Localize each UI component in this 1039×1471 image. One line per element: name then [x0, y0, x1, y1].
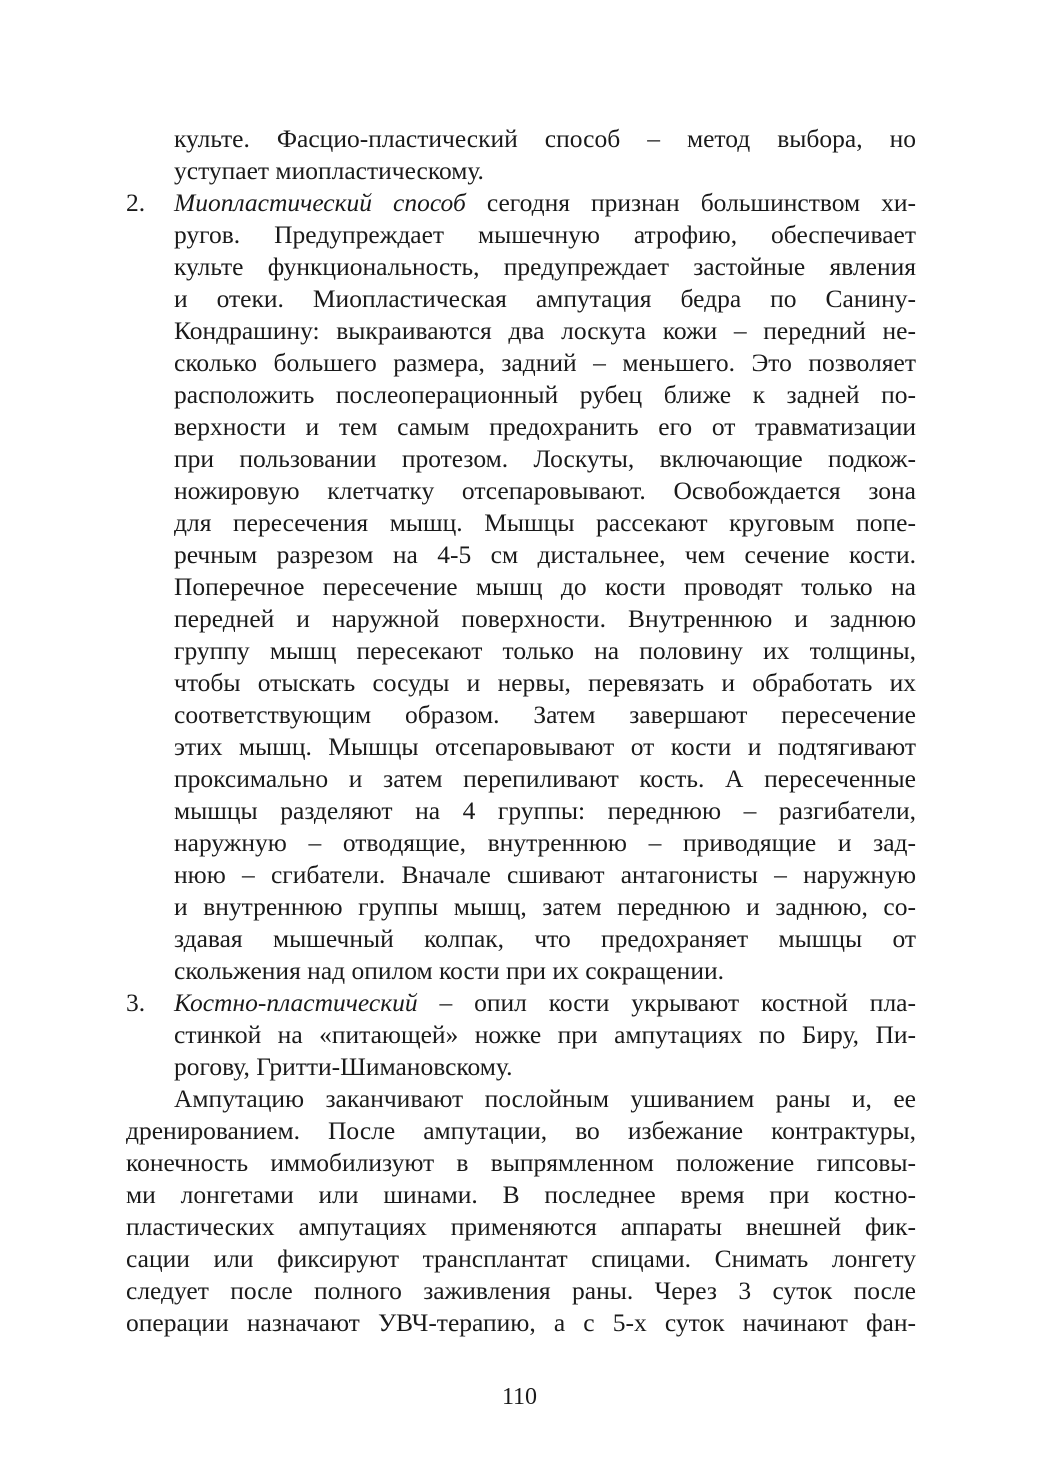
text-line: ножировую клетчатку отсепаровывают. Освобождается зона [174, 476, 916, 505]
text-line: при пользовании протезом. Лоскуты, включающие подкож- [174, 444, 916, 473]
page-number: 110 [501, 1384, 538, 1410]
text-line: расположить послеоперационный рубец ближе к задней по- [174, 380, 916, 409]
text-line: сации или фиксируют трансплантат спицами. Снимать лонгету [126, 1244, 916, 1273]
text-line: проксимально и затем перепиливают кость. А пересеченные [174, 764, 916, 793]
text-line: Поперечное пересечение мышц до кости проводят только на [174, 572, 916, 601]
text-line: стинкой на «питающей» ножке при ампутациях по Биру, Пи- [174, 1020, 916, 1049]
text-line: следует после полного заживления раны. Через 3 суток после [126, 1276, 916, 1305]
list-item-lead [174, 187, 916, 219]
text-line: сколько большего размера, задний – меньшего. Это позволяет [174, 348, 916, 377]
text-line: передней и наружной поверхности. Внутреннюю и заднюю [174, 604, 916, 633]
text-line: скольжения над опилом кости при их сокращении. [174, 956, 724, 985]
list-item-title: Костно-пластический [174, 988, 418, 1017]
text-line: и внутреннюю группы мышц, затем переднюю и заднюю, со- [174, 892, 916, 921]
text-line: культе. Фасцио-пластический способ – метод выбора, но [174, 124, 916, 153]
paragraph [126, 1083, 916, 1339]
text-fragment: – опил кости укрывают костной пла- [417, 988, 916, 1017]
list-item-title: Миопластический способ [174, 188, 466, 217]
text-line: мышцы разделяют на 4 группы: переднюю – разгибатели, [174, 796, 916, 825]
text-line: операции назначают УВЧ-терапию, а с 5-х суток начинают фан- [126, 1308, 916, 1337]
text-line: верхности и тем самым предохранить его от травматизации [174, 412, 916, 441]
page-body [126, 123, 916, 1339]
text-line: рогову, Гритти-Шимановскому. [174, 1052, 513, 1081]
list-item-3 [126, 987, 916, 1083]
text-line: уступает миопластическому. [174, 156, 484, 185]
list-number: 3. [126, 988, 146, 1017]
list-item-first-line [126, 987, 916, 1019]
text-line: дренированием. После ампутации, во избежание контрактуры, [126, 1116, 916, 1145]
text-line: здавая мышечный колпак, что предохраняет мышцы от [174, 924, 916, 953]
text-line: для пересечения мышц. Мышцы рассекают круговым попе- [174, 508, 916, 537]
text-line: ми лонгетами или шинами. В последнее время при костно- [126, 1180, 916, 1209]
text-fragment: сегодня признан большинством хи- [465, 188, 917, 217]
text-line: соответствующим образом. Затем завершают пересечение [174, 700, 916, 729]
text-line: чтобы отыскать сосуды и нервы, перевязать и обработать их [174, 668, 916, 697]
text-line: речным разрезом на 4-5 см дистальнее, чем сечение кости. [174, 540, 916, 569]
list-item-2 [126, 187, 916, 987]
text-line: наружную – отводящие, внутреннюю – приводящие и зад- [174, 828, 916, 857]
text-line: культе функциональность, предупреждает застойные явления [174, 252, 916, 281]
text-line: группу мышц пересекают только на половину их толщины, [174, 636, 916, 665]
text-line: нюю – сгибатели. Вначале сшивают антагонисты – наружную [174, 860, 916, 889]
text-line: Ампутацию заканчивают послойным ушиванием раны и, ее [174, 1084, 916, 1113]
text-line: пластических ампутациях применяются аппараты внешней фик- [126, 1212, 916, 1241]
text-line: ругов. Предупреждает мышечную атрофию, обеспечивает [174, 220, 916, 249]
text-line: этих мышц. Мышцы отсепаровывают от кости и подтягивают [174, 732, 916, 761]
list-item-1-tail [126, 123, 916, 187]
list-item-lead [174, 987, 916, 1019]
text-line: конечность иммобилизуют в выпрямленном положение гипсовы- [126, 1148, 916, 1177]
text-line: Кондрашину: выкраиваются два лоскута кожи – передний не- [174, 316, 916, 345]
text-line: и отеки. Миопластическая ампутация бедра по Санину- [174, 284, 916, 313]
list-item-first-line [126, 187, 916, 219]
list-number: 2. [126, 188, 146, 217]
